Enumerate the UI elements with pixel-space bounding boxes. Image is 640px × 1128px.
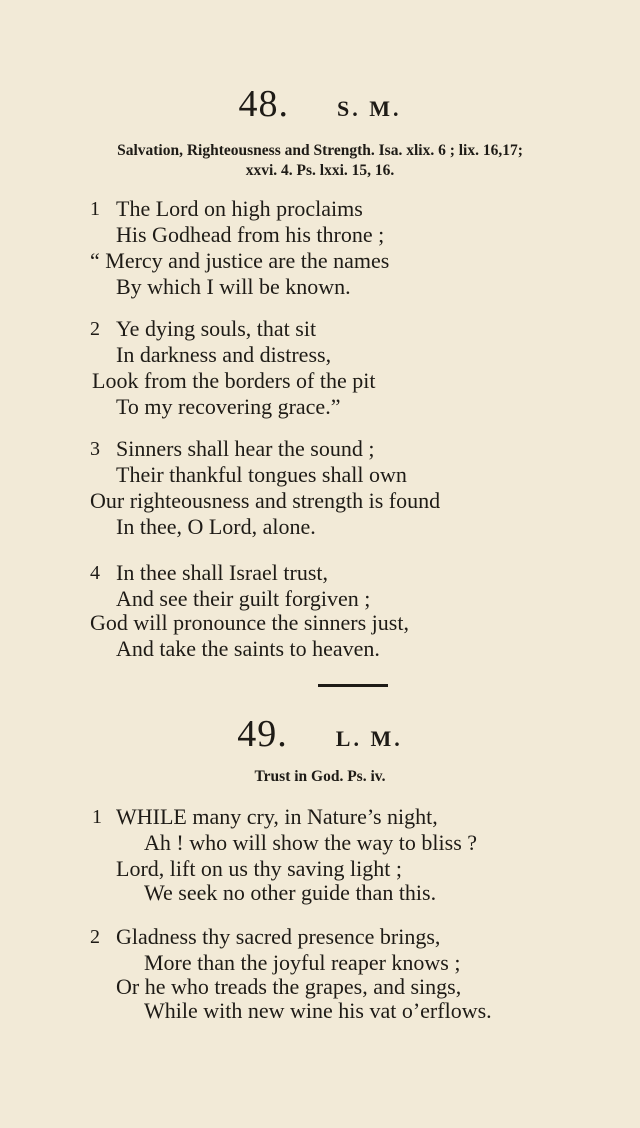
verse-line: Lord, lift on us thy saving light ; [116,856,402,881]
verse-number: 1 [90,198,100,220]
verse-line: God will pronounce the sinners just, [90,610,409,635]
verse-line: To my recovering grace.” [116,394,341,419]
verse-number: 2 [90,318,100,340]
verse-line: The Lord on high proclaims [116,196,363,221]
verse-line: Or he who treads the grapes, and sings, [116,974,462,999]
verse-line: While with new wine his vat o’erflows. [144,998,492,1023]
verse-line: Look from the borders of the pit [92,368,376,393]
verse-line: Their thankful tongues shall own [116,462,407,487]
hymn-number: 49. [237,713,288,755]
verse-line: In thee shall Israel trust, [116,560,328,585]
verse-line: Gladness thy sacred presence brings, [116,924,441,949]
verse-line: And take the saints to heaven. [116,636,380,661]
hymn-49-subject: Trust in God. Ps. iv. [254,768,386,785]
verse-line: In darkness and distress, [116,342,332,367]
hymn-48-heading [0,82,640,126]
hymn-number: 48. [238,83,289,125]
verse-number: 2 [90,926,100,948]
verse-number: 4 [90,562,100,584]
verse-line: Ah ! who will show the way to bliss ? [144,830,478,855]
hymn-meter: L. M. [335,726,403,751]
verse-line: And see their guilt forgiven ; [116,586,371,611]
verse-line: Our righteousness and strength is found [90,488,441,513]
verse-line: WHILE many cry, in Nature’s night, [116,804,438,829]
verse-line: More than the joyful reaper knows ; [144,950,461,975]
hymn-49-heading [0,712,640,756]
verse-line: By which I will be known. [116,274,351,299]
verse-line: We seek no other guide than this. [144,880,437,905]
verse-line: His Godhead from his throne ; [116,222,385,247]
verse-line: In thee, O Lord, alone. [116,514,316,539]
verse-line: “ Mercy and justice are the names [90,248,390,273]
verse-number: 3 [90,438,100,460]
hymn-meter: S. M. [337,96,402,121]
hymn-48-subject-line-1: Salvation, Righteousness and Strength. Isa. xlix. 6 ; lix. 16,17; [117,142,523,159]
hymn-48-subject-line-2: xxvi. 4. Ps. lxxi. 15, 16. [245,162,395,179]
verse-line: Ye dying souls, that sit [116,316,317,341]
verse-line: Sinners shall hear the sound ; [116,436,375,461]
section-divider [318,684,388,687]
verse-number: 1 [92,806,102,828]
